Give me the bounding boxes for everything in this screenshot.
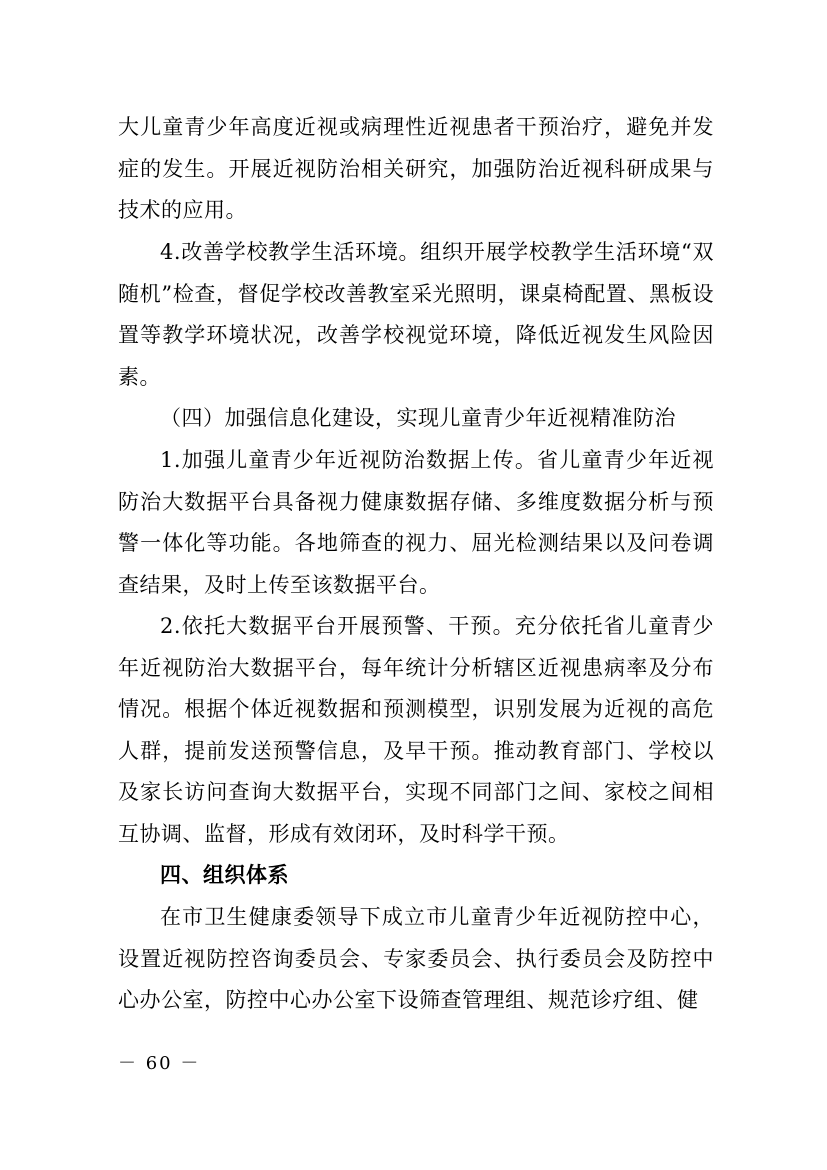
- section-heading-organization: 四、组织体系: [160, 863, 289, 887]
- paragraph-item-1-data-upload: 1.加强儿童青少年近视防治数据上传。省儿童青少年近视防治大数据平台具备视力健康数据存储、多维度数据分析与预警一体化等功能。各地筛查的视力、屈光检测结果以及问卷调查结果，及时上传至该数据平台。: [118, 448, 714, 597]
- page-number: － 60 －: [118, 1053, 201, 1074]
- paragraph-item-4-environment: 4.改善学校教学生活环境。组织开展学校教学生活环境“双随机”检查，督促学校改善教室采光照明，课桌椅配置、黑板设置等教学环境状况，改善学校视觉环境，降低近视发生风险因素。: [118, 240, 714, 389]
- paragraph-continuation: 大儿童青少年高度近视或病理性近视患者干预治疗，避免并发症的发生。开展近视防治相关研究，加强防治近视科研成果与技术的应用。: [118, 115, 714, 222]
- subsection-heading-4: （四）加强信息化建设，实现儿童青少年近视精准防治: [160, 406, 676, 430]
- paragraph-item-2-early-warning: 2.依托大数据平台开展预警、干预。充分依托省儿童青少年近视防治大数据平台，每年统计分析辖区近视患病率及分布情况。根据个体近视数据和预测模型，识别发展为近视的高危人群，提前发送预警信息，及早干预。推动教育部门、学校以及家长访问查询大数据平台，实现不同部门之间、家校之间相互协调、监督，形成有效闭环，及时科学干预。: [118, 614, 714, 846]
- paragraph-organization-body: 在市卫生健康委领导下成立市儿童青少年近视防控中心，设置近视防控咨询委员会、专家委员会、执行委员会及防控中心办公室，防控中心办公室下设筛查管理组、规范诊疗组、健: [118, 905, 714, 1012]
